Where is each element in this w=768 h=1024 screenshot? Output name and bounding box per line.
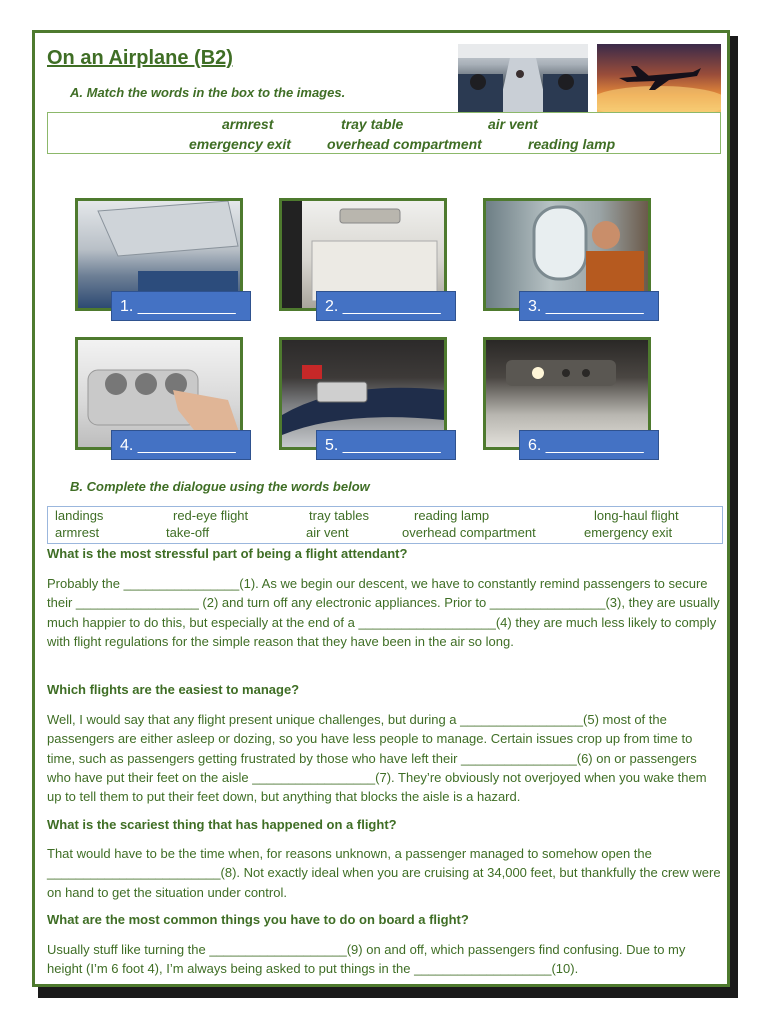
cabin-aisle-photo [458, 44, 588, 112]
word-bank-item: tray tables [309, 508, 369, 523]
airplane-sunset-photo [597, 44, 721, 112]
word-box-item: emergency exit [189, 136, 291, 152]
image-2-answer-label: 2. ___________ [316, 291, 456, 321]
word-box-item: armrest [222, 116, 274, 132]
dialogue-answer-1: Probably the ________________(1). As we begin our descent, we have to constantly remind passengers to secure their _________________ (2) and turn off any electronic appliances. Prior to ________________(3), they are usually much happier to do this, but especially at the end of a ___________________(4) they are much less likely to comply with flight regulations for the simple reason that they have been in the air so long. [47, 576, 720, 649]
word-bank-item: reading lamp [414, 508, 490, 523]
section-b-instruction: B. Complete the dialogue using the words below [70, 479, 370, 494]
worksheet-page [32, 30, 730, 987]
word-bank-item: take-off [166, 525, 210, 540]
word-bank-item: emergency exit [584, 525, 673, 540]
word-bank-item: red-eye flight [173, 508, 249, 523]
word-bank-item: overhead compartment [402, 525, 536, 540]
word-box [47, 112, 721, 154]
word-box-item: reading lamp [528, 136, 616, 152]
dialogue-question-3: What is the scariest thing that has happened on a flight? [47, 817, 397, 832]
word-bank-item: landings [55, 508, 104, 523]
word-box-item: overhead compartment [327, 136, 482, 152]
section-a-instruction: A. Match the words in the box to the images. [70, 85, 346, 100]
image-5-answer-label: 5. ___________ [316, 430, 456, 460]
word-bank-item: armrest [55, 525, 100, 540]
worksheet-title: On an Airplane (B2) [47, 47, 233, 69]
dialogue-question-1: What is the most stressful part of being a flight attendant? [47, 546, 408, 561]
word-box-item: air vent [488, 116, 538, 132]
image-3-answer-label: 3. ___________ [519, 291, 659, 321]
image-1-answer-label: 1. ___________ [111, 291, 251, 321]
dialogue-answer-2: Well, I would say that any flight present unique challenges, but during a _________________(5) most of the passengers are either asleep or dozing, so you have less people to manage. Certain issues crop up from time to time, such as passengers getting frustrated by those who have left their ________________(6) on or passengers who have put their feet on the aisle _________________(7). They’re obviously not overjoyed when you wake them up to tell them to put their feet down, but anything that blocks the aisle is a hazard. [47, 712, 707, 805]
dialogue-word-bank [47, 506, 723, 544]
word-box-item: tray table [341, 116, 404, 132]
dialogue-question-2: Which flights are the easiest to manage? [47, 682, 300, 697]
dialogue-answer-3: That would have to be the time when, for reasons unknown, a passenger managed to somehow open the ________________________(8). Not exactly ideal when you are cruising at 34,000 feet, but thankfully the crew were on hand to get the situation under control. [47, 846, 721, 900]
dialogue-question-4: What are the most common things you have to do on board a flight? [47, 912, 469, 927]
word-bank-item: air vent [306, 525, 349, 540]
image-4-answer-label: 4. ___________ [111, 430, 251, 460]
word-bank-item: long-haul flight [594, 508, 679, 523]
dialogue-answer-4: Usually stuff like turning the ___________________(9) on and off, which passengers find confusing. Due to my height (I’m 6 foot 4), I’m always being asked to put things in the ___________________(10). [47, 942, 686, 977]
image-6-answer-label: 6. ___________ [519, 430, 659, 460]
